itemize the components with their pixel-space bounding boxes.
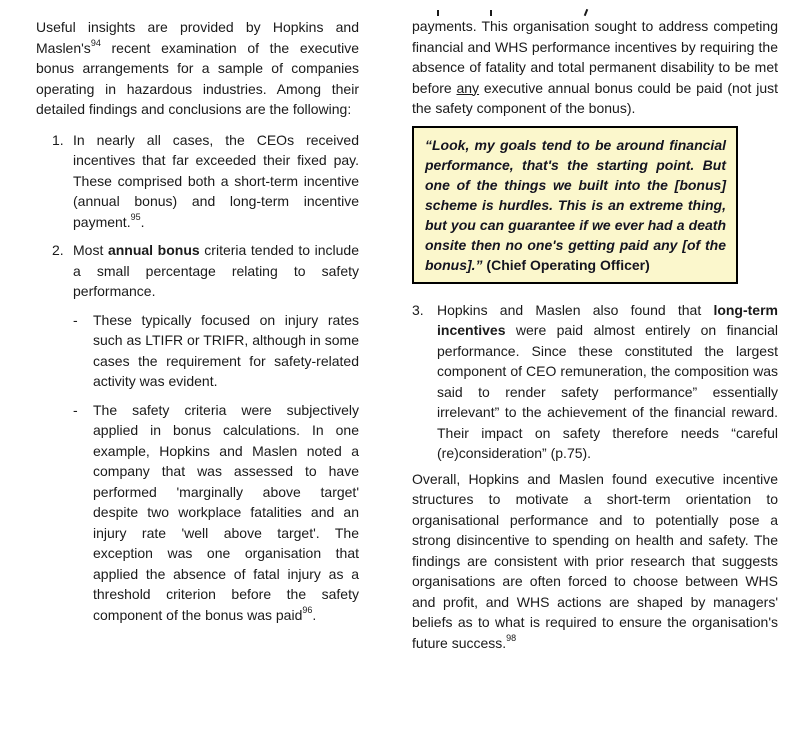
continuation-paragraph: payments. This organisation sought to address competing financial and WHS performance incentives by requiring the absence of fatality and total permanent disability to be met before any executive annual bonus could be paid (not just the safety component of the bonus).	[412, 18, 778, 116]
footnote-ref: 96	[302, 604, 313, 615]
item-text: Hopkins and Maslen also found that long-term incentives were paid almost entirely on financial performance. Since these constituted the largest component of CEO remuneration, the composition was said to render safety performance” essentially irrelevant” to the achievement of the financial reward. Their impact on safety therefore needs “careful (re)consideration” (p.75).	[437, 301, 778, 461]
closing-paragraph: Overall, Hopkins and Maslen found executive incentive structures to motivate a short-term orientation to organisational performance and to potentially pose a strong disincentive to spending on health and safety. The findings are consistent with prior research that suggests organisations are often forced to choose between WHS and profit, and WHS actions are shaped by managers' beliefs as to what is required to ensure the organisation's future success.$^{98}$	[412, 470, 778, 651]
numbered-item-2	[36, 240, 359, 302]
left-column	[36, 17, 359, 633]
numbered-item-3	[412, 300, 778, 464]
numbered-item-1	[36, 130, 359, 233]
bullet-dash: -	[73, 311, 78, 328]
footnote-ref: 94	[90, 37, 101, 48]
item-number: 2.	[52, 242, 64, 258]
item-text: In nearly all cases, the CEOs received incentives that far exceeded their fixed pay. These comprised both a short-term incentive (annual bonus) and long-term incentive payment.$^{95}$.	[73, 131, 359, 230]
item-number: 3.	[412, 301, 424, 318]
sub-bullet-text: The safety criteria were subjectively applied in bonus calculations. In one example, Hopkins and Maslen noted a company that was assessed to have performed 'marginally above target' despite two workplace fatalities and an injury rate 'well above target'. The exception was one organisation that applied the absence of fatal injury as a threshold criterion before the safety component of the bonus was paid$^{96}$.	[93, 401, 359, 623]
item-text: Most annual bonus criteria tended to include a small percentage relating to safety performance.	[73, 242, 359, 299]
sub-bullet-2	[36, 400, 359, 626]
right-column	[412, 0, 778, 653]
item-number: 1.	[52, 131, 64, 148]
sub-bullet-text: These typically focused on injury rates such as LTIFR or TRIFR, although in some cases the requirement for safety-related activity was evident.	[93, 311, 359, 389]
footnote-ref: 95	[130, 211, 141, 222]
clipped-line-fragment	[437, 10, 439, 16]
quote-text: “Look, my goals tend to be around financial performance, that's the starting point. But one of the things we built into the [bonus] scheme is hurdles. This is an extreme thing, but you can guarantee if we ever had a death onsite then no one's getting paid any [of the bonus].” (Chief Operating Officer)	[425, 136, 726, 273]
quote-box	[412, 126, 738, 284]
bullet-dash: -	[73, 401, 78, 418]
clipped-line-fragment	[490, 10, 492, 16]
footnote-ref: 98	[506, 632, 517, 643]
intro-paragraph: Useful insights are provided by Hopkins and $Maslen's^{94}$ recent examination of the executive bonus arrangements for a sample of companies operating in hazardous industries. Among their detailed findings and conclusions are the following:	[36, 19, 359, 117]
sub-bullet-1	[36, 310, 359, 392]
